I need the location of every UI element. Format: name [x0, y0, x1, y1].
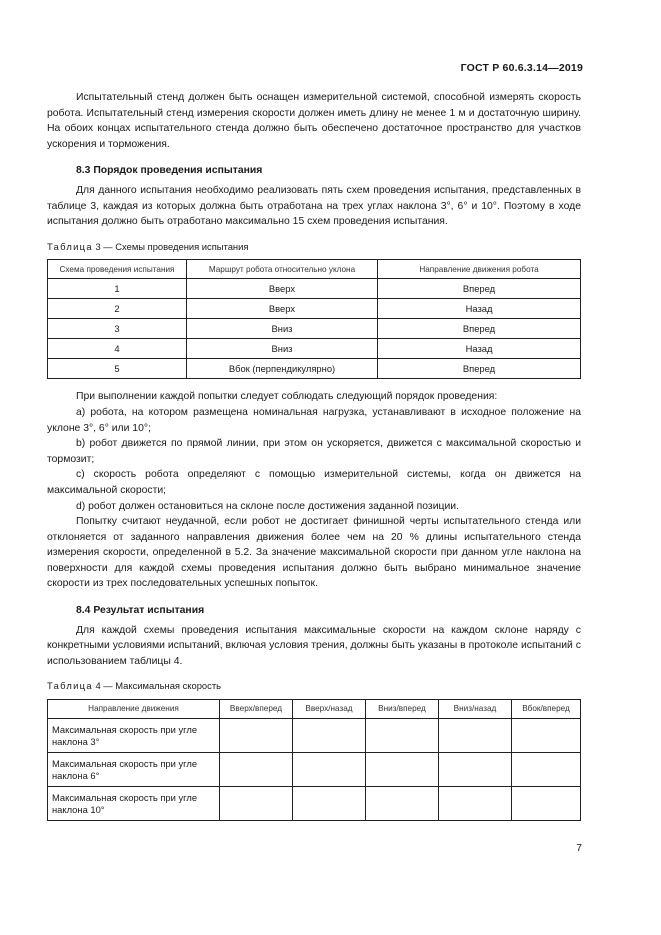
table-cell: 5: [48, 359, 187, 379]
table-row: [48, 339, 581, 359]
section-8-3-heading: 8.3 Порядок проведения испытания: [76, 165, 263, 177]
column-header: Вверх/назад: [293, 700, 366, 719]
empty-cell: [293, 753, 366, 787]
page-number: 7: [576, 843, 582, 854]
table-4: [47, 699, 581, 821]
procedure-item-d: d) робот должен остановиться на склоне после достижения заданной позиции.: [76, 500, 459, 512]
row-label: Максимальная скорость при угле наклона 6°: [48, 753, 220, 787]
column-header: Направление движения робота: [378, 260, 581, 279]
empty-cell: [220, 719, 293, 753]
column-header: Вниз/назад: [439, 700, 512, 719]
column-header: Схема проведения испытания: [48, 260, 187, 279]
table-cell: Вбок (перпендикулярно): [187, 359, 378, 379]
section-8-4-heading: 8.4 Результат испытания: [76, 605, 205, 617]
empty-cell: [293, 719, 366, 753]
document-code: ГОСТ Р 60.6.3.14—2019: [460, 62, 583, 74]
empty-cell: [366, 719, 439, 753]
table-row: [48, 787, 581, 821]
column-header: Вниз/вперед: [366, 700, 439, 719]
table-row: [48, 753, 581, 787]
empty-cell: [366, 753, 439, 787]
empty-cell: [512, 787, 581, 821]
table-3-caption: [47, 239, 581, 255]
table-cell: Вниз: [187, 339, 378, 359]
page-content: [47, 90, 581, 821]
empty-cell: [220, 753, 293, 787]
table-header-row: [48, 260, 581, 279]
table-cell: 2: [48, 299, 187, 319]
table-cell: Назад: [378, 339, 581, 359]
empty-cell: [366, 787, 439, 821]
table-4-caption-label: Таблица: [47, 680, 93, 692]
table-cell: 1: [48, 279, 187, 299]
procedure-conclusion: Попытку считают неудачной, если робот не достигает финишной черты испытательного стенда или отклоняется от заданного направления движения более чем на 20 % длины испытательного стенда измерения скорости, определенной в 5.2. За значение максимальной скорости при данном угле наклона на поверхности для каждой схемы проведения испытания должно быть выбрано минимальное значение скорости из трех последовательных успешных попыток.: [47, 516, 581, 590]
procedure-intro: При выполнении каждой попытки следует соблюдать следующий порядок проведения:: [76, 391, 498, 403]
section-8-4-paragraph: Для каждой схемы проведения испытания максимальные скорости на каждом склоне наряду с конкретными условиями испытаний, включая условия трения, должны быть указаны в протоколе испытаний с использованием таблицы 4.: [47, 624, 581, 667]
table-row: [48, 319, 581, 339]
row-label: Максимальная скорость при угле наклона 3°: [48, 719, 220, 753]
table-row: [48, 719, 581, 753]
procedure-item-b: b) робот движется по прямой линии, при этом он ускоряется, движется с максимальной скоростью и тормозит;: [47, 438, 581, 465]
procedure-item-a: a) робота, на котором размещена номинальная нагрузка, устанавливают в исходное положение на уклоне 3°, 6° или 10°;: [47, 406, 581, 434]
empty-cell: [512, 753, 581, 787]
table-header-row: [48, 700, 581, 719]
section-8-3-paragraph: Для данного испытания необходимо реализовать пять схем проведения испытания, представленных в таблице 3, каждая из которых должна быть отработана на трех углах наклона 3°, 6° и 10°. Поэтому в ходе испытания должно быть отработано максимально 15 схем проведения испытания.: [47, 184, 581, 228]
table-cell: Вверх: [187, 299, 378, 319]
column-header: Маршрут робота относительно уклона: [187, 260, 378, 279]
empty-cell: [439, 753, 512, 787]
table-3: [47, 259, 581, 379]
table-cell: Назад: [378, 299, 581, 319]
table-cell: 4: [48, 339, 187, 359]
table-4-caption-text: 4 — Максимальная скорость: [95, 680, 222, 692]
column-header: Вверх/вперед: [220, 700, 293, 719]
table-3-caption-label: Таблица: [47, 240, 93, 252]
table-3-caption-text: 3 — Схемы проведения испытания: [95, 240, 249, 252]
table-row: [48, 299, 581, 319]
empty-cell: [439, 719, 512, 753]
table-cell: Вперед: [378, 319, 581, 339]
column-header: Направление движения: [48, 700, 220, 719]
table-cell: Вниз: [187, 319, 378, 339]
empty-cell: [293, 787, 366, 821]
table-cell: Вверх: [187, 279, 378, 299]
table-cell: 3: [48, 319, 187, 339]
table-cell: Вперед: [378, 359, 581, 379]
empty-cell: [439, 787, 512, 821]
empty-cell: [220, 787, 293, 821]
column-header: Вбок/вперед: [512, 700, 581, 719]
table-row: [48, 279, 581, 299]
table-row: [48, 359, 581, 379]
empty-cell: [512, 719, 581, 753]
table-cell: Вперед: [378, 279, 581, 299]
procedure-item-c: c) скорость робота определяют с помощью измерительной системы, когда он движется на максимальной скорости;: [47, 469, 581, 496]
row-label: Максимальная скорость при угле наклона 10°: [48, 787, 220, 821]
intro-paragraph: Испытательный стенд должен быть оснащен измерительной системой, способной измерять скорость робота. Испытательный стенд измерения скорости должен иметь длину не менее 1 м и достаточную ширину. На обоих концах испытательного стенда должно быть обеспечено достаточное пространство для участков ускорения и торможения.: [47, 92, 581, 150]
table-4-caption: [47, 678, 581, 694]
